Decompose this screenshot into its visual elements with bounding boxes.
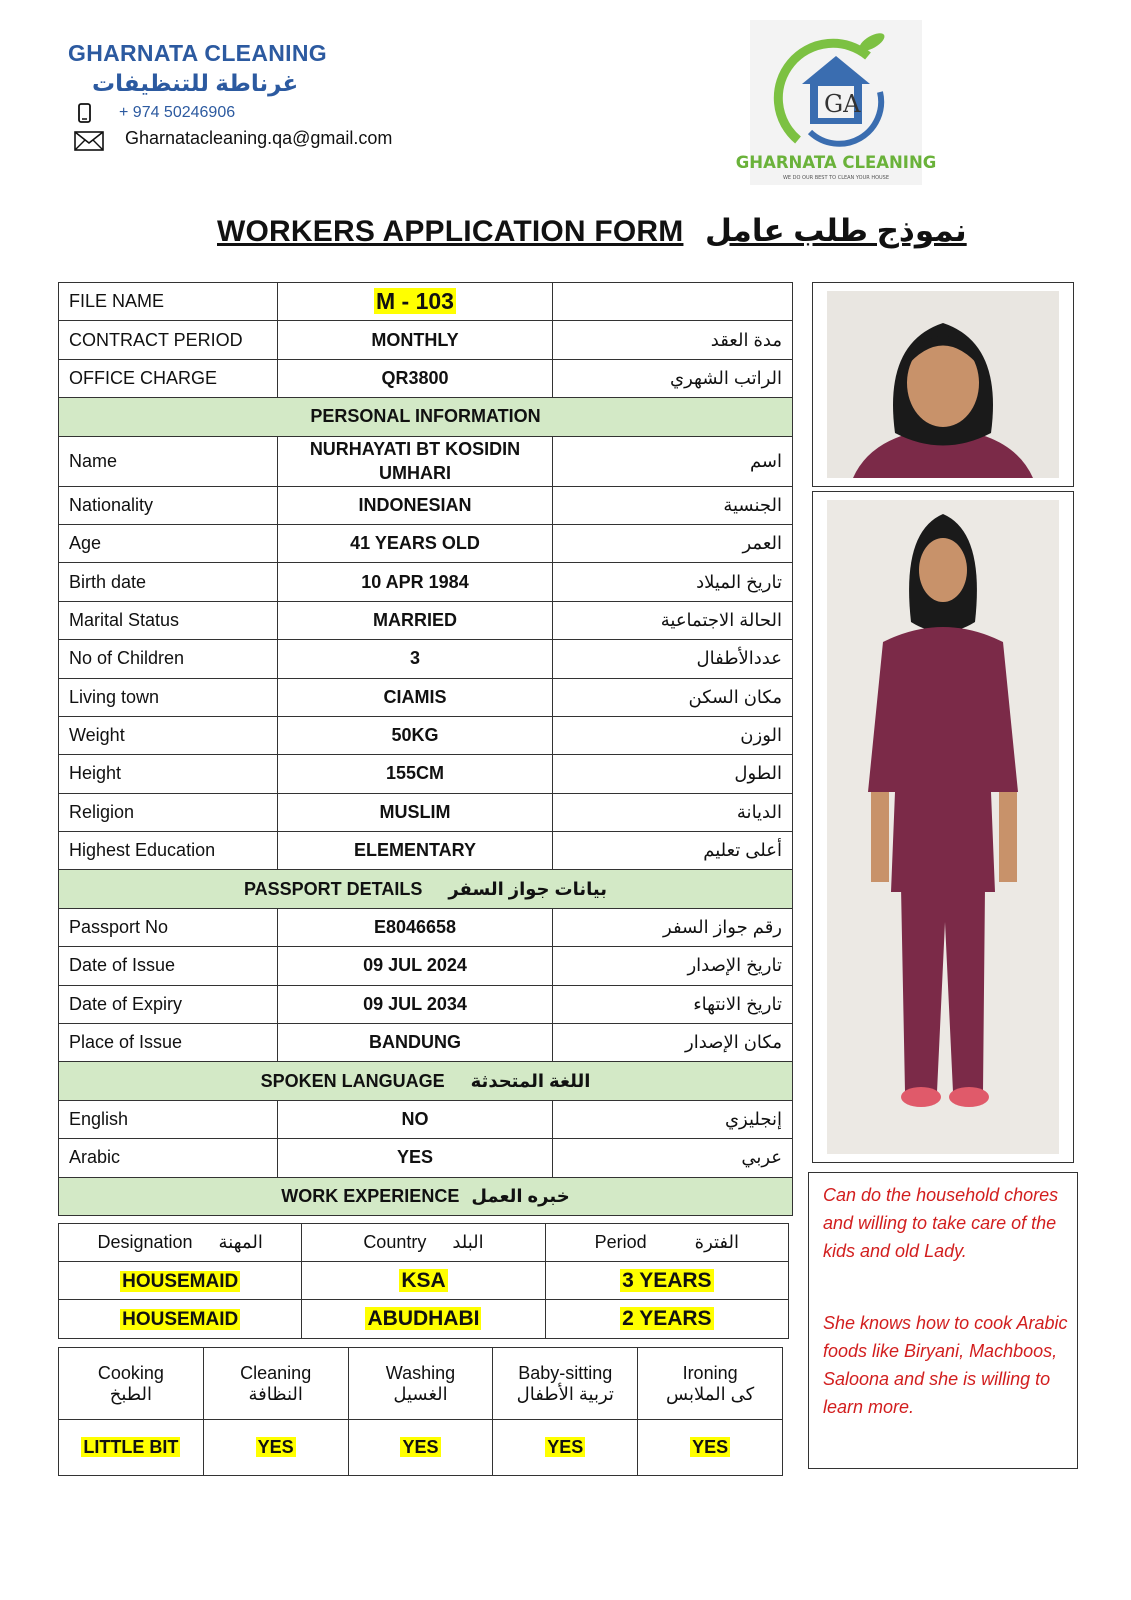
period-text: 2 YEARS [622,1306,712,1330]
row-label: CONTRACT PERIOD [59,321,278,359]
row-label-ar: أعلى تعليم [553,832,793,870]
skill-value [493,1420,638,1476]
row-label: Weight [59,716,278,754]
file-name-value [278,283,553,321]
experience-header-row [59,1224,789,1262]
row-label-ar: الديانة [553,793,793,831]
experience-row [59,1262,789,1300]
table-row [59,985,793,1023]
full-body-photo [812,491,1074,1163]
skill-value [348,1420,493,1476]
period-text: 3 YEARS [622,1268,712,1292]
skill-value-text: YES [402,1437,439,1457]
row-value: NO [278,1100,553,1138]
table-row [59,1024,793,1062]
row-label: Religion [59,793,278,831]
country-header [302,1224,545,1262]
company-name-arabic: غرناطة للتنظيفات [92,70,299,96]
email-address: Gharnatacleaning.qa@gmail.com [125,128,393,148]
table-row [59,640,793,678]
row-value: 3 [278,640,553,678]
skill-ironing [638,1348,783,1420]
row-label: English [59,1100,278,1138]
phone-number: + 974 50246906 [119,104,236,121]
skill-ar: كى الملابس [666,1383,755,1404]
skills-value-row [59,1420,783,1476]
row-label-ar: العمر [553,524,793,562]
table-row [59,678,793,716]
note-text: Can do the household chores and willing to take care of the kids and old Lady. [823,1185,1059,1261]
skill-ar: تربية الأطفال [516,1383,614,1404]
skills-table [58,1347,783,1476]
row-label-ar: الطول [553,755,793,793]
col-ar: المهنة [218,1232,263,1253]
application-table [58,282,793,1216]
row-value: 09 JUL 2024 [278,947,553,985]
table-row [59,601,793,639]
skill-value-text: YES [692,1437,729,1457]
full-body-illustration [813,492,1073,1162]
row-label: Marital Status [59,601,278,639]
company-name: GHARNATA CLEANING [68,40,327,66]
row-label: Age [59,524,278,562]
row-label: FILE NAME [59,283,278,321]
row-value: 10 APR 1984 [278,563,553,601]
row-value: 41 YEARS OLD [278,524,553,562]
table-row [59,716,793,754]
skill-en: Baby-sitting [518,1362,613,1383]
period-cell [545,1262,788,1300]
table-row [59,563,793,601]
table-row [59,755,793,793]
logo-mark [735,20,937,185]
language-heading-ar: اللغة المتحدثة [470,1070,591,1091]
table-row [59,1100,793,1138]
skill-ar: النظافة [248,1383,303,1404]
skill-value [59,1420,204,1476]
row-value: 155CM [278,755,553,793]
skill-en: Washing [385,1362,456,1383]
note-text: She knows how to cook Arabic foods like Biryani, Machboos, Saloona and she is willing to learn more. [823,1313,1068,1417]
company-logo [735,20,937,185]
section-header [59,398,793,436]
row-label-ar: اسم [553,436,793,486]
col-en: Designation [97,1232,193,1253]
skill-en: Ironing [682,1362,738,1383]
language-heading [59,1062,793,1100]
personal-info-heading: PERSONAL INFORMATION [59,398,793,436]
skills-header-row [59,1348,783,1420]
country-cell [302,1262,545,1300]
row-label: Passport No [59,908,278,946]
skill-value [203,1420,348,1476]
country-text: ABUDHABI [367,1306,480,1330]
designation-text: HOUSEMAID [122,1270,239,1292]
row-value: INDONESIAN [278,486,553,524]
table-row [59,832,793,870]
skill-value-text: YES [547,1437,584,1457]
row-label-ar: الوزن [553,716,793,754]
row-value: CIAMIS [278,678,553,716]
row-label-ar: مكان السكن [553,678,793,716]
skill-value [638,1420,783,1476]
section-header [59,1062,793,1100]
row-value: ELEMENTARY [278,832,553,870]
row-label: Nationality [59,486,278,524]
row-label: Highest Education [59,832,278,870]
skill-value-text: LITTLE BIT [83,1437,179,1457]
table-row [59,359,793,397]
skill-cooking [59,1348,204,1420]
designation-cell [59,1262,302,1300]
row-label: Date of Expiry [59,985,278,1023]
passport-heading-en: PASSPORT DETAILS [243,878,423,899]
skill-washing [348,1348,493,1420]
country-cell [302,1300,545,1338]
row-value: MUSLIM [278,793,553,831]
period-cell [545,1300,788,1338]
row-label: Place of Issue [59,1024,278,1062]
designation-text: HOUSEMAID [122,1308,239,1330]
row-value: 09 JUL 2034 [278,985,553,1023]
passport-heading-ar: بيانات جواز السفر [448,878,608,899]
section-header [59,1177,793,1215]
row-label: Height [59,755,278,793]
form-title: WORKERS APPLICATION FORM [217,215,684,248]
experience-heading-en: WORK EXPERIENCE [281,1185,460,1206]
row-label: Birth date [59,563,278,601]
row-label-ar: مدة العقد [553,321,793,359]
row-label-ar [553,283,793,321]
row-value: QR3800 [278,359,553,397]
skill-baby-sitting [493,1348,638,1420]
row-value: MARRIED [278,601,553,639]
mail-icon [74,131,104,151]
row-value: YES [278,1139,553,1177]
row-label-ar: رقم جواز السفر [553,908,793,946]
row-label: No of Children [59,640,278,678]
logo-text: GHARNATA CLEANING [735,153,937,172]
portrait-illustration [813,283,1073,486]
row-label: Name [59,436,278,486]
language-heading-en: SPOKEN LANGUAGE [260,1070,445,1091]
col-en: Country [363,1232,427,1253]
table-row [59,283,793,321]
row-label-ar: تاريخ الانتهاء [553,985,793,1023]
row-label-ar: تاريخ الإصدار [553,947,793,985]
file-name-text: M - 103 [376,288,454,315]
skill-ar: الطبخ [109,1383,153,1404]
col-ar: الفترة [694,1232,740,1253]
period-header [545,1224,788,1262]
row-label: Date of Issue [59,947,278,985]
table-row [59,321,793,359]
col-en: Period [594,1232,647,1253]
row-label-ar: الجنسية [553,486,793,524]
row-value: NURHAYATI BT KOSIDIN UMHARI [278,436,553,486]
row-value: MONTHLY [278,321,553,359]
phone-icon [78,103,91,123]
row-label-ar: عددالأطفال [553,640,793,678]
passport-heading [59,870,793,908]
row-label-ar: مكان الإصدار [553,1024,793,1062]
skill-cleaning [203,1348,348,1420]
experience-table [58,1223,789,1339]
table-row [59,436,793,486]
row-value: 50KG [278,716,553,754]
row-label: Arabic [59,1139,278,1177]
table-row [59,486,793,524]
table-row [59,524,793,562]
row-label-ar: إنجليزي [553,1100,793,1138]
skill-en: Cleaning [240,1362,312,1383]
section-header [59,870,793,908]
row-label-ar: الراتب الشهري [553,359,793,397]
table-row [59,1139,793,1177]
row-value: BANDUNG [278,1024,553,1062]
skill-en: Cooking [97,1362,164,1383]
row-label: OFFICE CHARGE [59,359,278,397]
row-value: E8046658 [278,908,553,946]
table-row [59,793,793,831]
row-label-ar: الحالة الاجتماعية [553,601,793,639]
svg-text:GA: GA [824,90,861,118]
experience-heading-ar: خبره العمل [471,1185,570,1206]
notes-box [808,1172,1078,1469]
skill-ar: الغسيل [393,1383,448,1404]
row-label: Living town [59,678,278,716]
col-ar: البلد [452,1232,484,1253]
experience-heading [59,1177,793,1215]
skill-value-text: YES [257,1437,294,1457]
form-title-arabic: نموذج طلب عامل [705,213,967,248]
country-text: KSA [401,1268,446,1292]
portrait-photo [812,282,1074,487]
logo-tagline: WE DO OUR BEST TO CLEAN YOUR HOUSE [782,175,890,181]
row-label-ar: عربي [553,1139,793,1177]
table-row [59,908,793,946]
row-label-ar: تاريخ الميلاد [553,563,793,601]
table-row [59,947,793,985]
designation-cell [59,1300,302,1338]
experience-row [59,1300,789,1338]
designation-header [59,1224,302,1262]
